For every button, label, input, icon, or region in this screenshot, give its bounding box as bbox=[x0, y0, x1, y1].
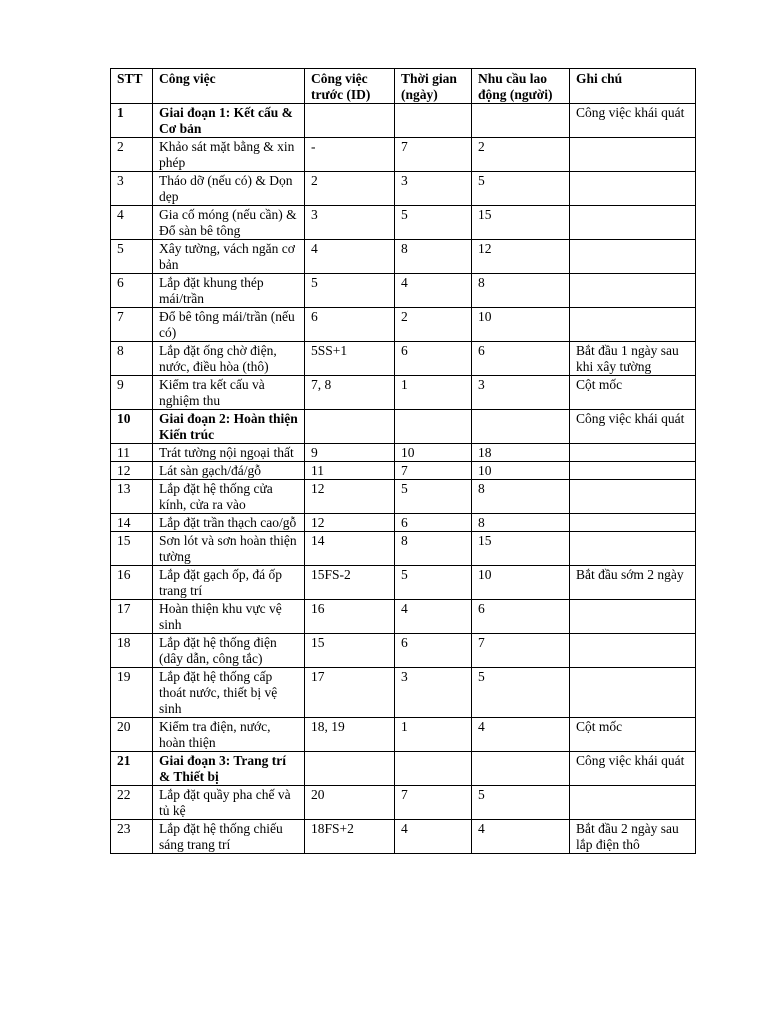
cell-task: Lắp đặt ống chờ điện, nước, điều hòa (thô) bbox=[153, 342, 305, 376]
cell-task: Giai đoạn 2: Hoàn thiện Kiến trúc bbox=[153, 410, 305, 444]
cell-prev bbox=[305, 752, 395, 786]
cell-task: Sơn lót và sơn hoàn thiện tường bbox=[153, 532, 305, 566]
cell-task: Lắp đặt hệ thống cấp thoát nước, thiết bị vệ sinh bbox=[153, 668, 305, 718]
cell-prev: 2 bbox=[305, 172, 395, 206]
cell-duration: 6 bbox=[395, 514, 472, 532]
cell-note: Bắt đầu 1 ngày sau khi xây tường bbox=[570, 342, 696, 376]
cell-duration: 5 bbox=[395, 480, 472, 514]
cell-duration bbox=[395, 410, 472, 444]
cell-labor: 8 bbox=[472, 514, 570, 532]
cell-note bbox=[570, 444, 696, 462]
cell-duration: 7 bbox=[395, 786, 472, 820]
cell-duration bbox=[395, 752, 472, 786]
table-row bbox=[111, 240, 696, 274]
table-row bbox=[111, 462, 696, 480]
table-row bbox=[111, 718, 696, 752]
cell-labor: 12 bbox=[472, 240, 570, 274]
cell-duration: 6 bbox=[395, 634, 472, 668]
cell-labor: 10 bbox=[472, 308, 570, 342]
cell-stt: 14 bbox=[111, 514, 153, 532]
cell-labor: 4 bbox=[472, 820, 570, 854]
cell-prev: 4 bbox=[305, 240, 395, 274]
cell-labor: 7 bbox=[472, 634, 570, 668]
cell-labor: 5 bbox=[472, 172, 570, 206]
cell-stt: 15 bbox=[111, 532, 153, 566]
cell-duration: 10 bbox=[395, 444, 472, 462]
cell-prev: 18, 19 bbox=[305, 718, 395, 752]
cell-stt: 20 bbox=[111, 718, 153, 752]
cell-duration: 3 bbox=[395, 172, 472, 206]
cell-task: Lắp đặt khung thép mái/trần bbox=[153, 274, 305, 308]
table-row-phase bbox=[111, 752, 696, 786]
cell-prev: 16 bbox=[305, 600, 395, 634]
cell-labor: 18 bbox=[472, 444, 570, 462]
cell-labor: 10 bbox=[472, 462, 570, 480]
table-row bbox=[111, 376, 696, 410]
cell-stt: 2 bbox=[111, 138, 153, 172]
cell-task: Gia cố móng (nếu cần) & Đổ sàn bê tông bbox=[153, 206, 305, 240]
cell-note bbox=[570, 668, 696, 718]
cell-task: Khảo sát mặt bằng & xin phép bbox=[153, 138, 305, 172]
cell-duration: 7 bbox=[395, 462, 472, 480]
cell-duration: 3 bbox=[395, 668, 472, 718]
cell-labor: 5 bbox=[472, 668, 570, 718]
cell-note bbox=[570, 634, 696, 668]
cell-task: Lắp đặt quầy pha chế và tủ kệ bbox=[153, 786, 305, 820]
table-row bbox=[111, 274, 696, 308]
cell-stt: 18 bbox=[111, 634, 153, 668]
cell-labor: 8 bbox=[472, 274, 570, 308]
cell-prev: 15 bbox=[305, 634, 395, 668]
cell-labor: 2 bbox=[472, 138, 570, 172]
cell-labor: 15 bbox=[472, 532, 570, 566]
cell-prev: 12 bbox=[305, 514, 395, 532]
cell-duration: 8 bbox=[395, 532, 472, 566]
cell-stt: 10 bbox=[111, 410, 153, 444]
cell-task: Lắp đặt hệ thống cửa kính, cửa ra vào bbox=[153, 480, 305, 514]
cell-task: Lắp đặt gạch ốp, đá ốp trang trí bbox=[153, 566, 305, 600]
cell-note bbox=[570, 462, 696, 480]
cell-note: Bắt đầu 2 ngày sau lắp điện thô bbox=[570, 820, 696, 854]
cell-labor: 4 bbox=[472, 718, 570, 752]
cell-labor: 6 bbox=[472, 342, 570, 376]
cell-prev: 12 bbox=[305, 480, 395, 514]
cell-stt: 4 bbox=[111, 206, 153, 240]
cell-stt: 8 bbox=[111, 342, 153, 376]
cell-task: Lắp đặt hệ thống điện (dây dẫn, công tắc) bbox=[153, 634, 305, 668]
cell-note bbox=[570, 138, 696, 172]
cell-labor: 10 bbox=[472, 566, 570, 600]
cell-duration: 8 bbox=[395, 240, 472, 274]
cell-note bbox=[570, 786, 696, 820]
table-body bbox=[111, 104, 696, 854]
cell-stt: 23 bbox=[111, 820, 153, 854]
cell-note bbox=[570, 600, 696, 634]
cell-labor: 5 bbox=[472, 786, 570, 820]
cell-stt: 17 bbox=[111, 600, 153, 634]
cell-stt: 1 bbox=[111, 104, 153, 138]
table-row bbox=[111, 444, 696, 462]
header-labor: Nhu cầu lao động (người) bbox=[472, 69, 570, 104]
cell-stt: 11 bbox=[111, 444, 153, 462]
cell-task: Lắp đặt trần thạch cao/gỗ bbox=[153, 514, 305, 532]
cell-prev: 14 bbox=[305, 532, 395, 566]
cell-stt: 7 bbox=[111, 308, 153, 342]
cell-labor: 6 bbox=[472, 600, 570, 634]
table-row bbox=[111, 600, 696, 634]
cell-task: Hoàn thiện khu vực vệ sinh bbox=[153, 600, 305, 634]
cell-duration: 5 bbox=[395, 206, 472, 240]
cell-task: Đổ bê tông mái/trần (nếu có) bbox=[153, 308, 305, 342]
cell-note bbox=[570, 240, 696, 274]
cell-prev: - bbox=[305, 138, 395, 172]
cell-stt: 12 bbox=[111, 462, 153, 480]
cell-labor bbox=[472, 752, 570, 786]
cell-prev: 9 bbox=[305, 444, 395, 462]
cell-note bbox=[570, 172, 696, 206]
table-row bbox=[111, 566, 696, 600]
table-row bbox=[111, 480, 696, 514]
cell-stt: 5 bbox=[111, 240, 153, 274]
cell-note: Công việc khái quát bbox=[570, 752, 696, 786]
cell-labor: 8 bbox=[472, 480, 570, 514]
cell-duration: 7 bbox=[395, 138, 472, 172]
cell-duration: 4 bbox=[395, 274, 472, 308]
cell-prev: 3 bbox=[305, 206, 395, 240]
table-row bbox=[111, 206, 696, 240]
cell-stt: 19 bbox=[111, 668, 153, 718]
cell-stt: 3 bbox=[111, 172, 153, 206]
table-row bbox=[111, 786, 696, 820]
cell-duration: 1 bbox=[395, 376, 472, 410]
table-row bbox=[111, 308, 696, 342]
cell-note bbox=[570, 480, 696, 514]
header-prev: Công việc trước (ID) bbox=[305, 69, 395, 104]
cell-duration: 4 bbox=[395, 820, 472, 854]
cell-duration: 5 bbox=[395, 566, 472, 600]
cell-prev: 5 bbox=[305, 274, 395, 308]
cell-stt: 6 bbox=[111, 274, 153, 308]
cell-stt: 22 bbox=[111, 786, 153, 820]
cell-task: Lắp đặt hệ thống chiếu sáng trang trí bbox=[153, 820, 305, 854]
cell-labor: 15 bbox=[472, 206, 570, 240]
cell-note bbox=[570, 206, 696, 240]
cell-prev: 5SS+1 bbox=[305, 342, 395, 376]
table-row bbox=[111, 532, 696, 566]
table-row bbox=[111, 138, 696, 172]
table-row bbox=[111, 172, 696, 206]
cell-duration: 2 bbox=[395, 308, 472, 342]
cell-note: Công việc khái quát bbox=[570, 104, 696, 138]
header-duration: Thời gian (ngày) bbox=[395, 69, 472, 104]
cell-stt: 16 bbox=[111, 566, 153, 600]
header-task: Công việc bbox=[153, 69, 305, 104]
table-row bbox=[111, 668, 696, 718]
cell-stt: 9 bbox=[111, 376, 153, 410]
cell-prev: 17 bbox=[305, 668, 395, 718]
cell-labor bbox=[472, 410, 570, 444]
cell-stt: 21 bbox=[111, 752, 153, 786]
cell-note: Bắt đầu sớm 2 ngày bbox=[570, 566, 696, 600]
cell-duration: 4 bbox=[395, 600, 472, 634]
cell-task: Tháo dỡ (nếu có) & Dọn dẹp bbox=[153, 172, 305, 206]
cell-note bbox=[570, 532, 696, 566]
cell-prev: 11 bbox=[305, 462, 395, 480]
table-row bbox=[111, 820, 696, 854]
cell-task: Xây tường, vách ngăn cơ bản bbox=[153, 240, 305, 274]
cell-duration bbox=[395, 104, 472, 138]
cell-note: Cột mốc bbox=[570, 376, 696, 410]
cell-stt: 13 bbox=[111, 480, 153, 514]
cell-duration: 6 bbox=[395, 342, 472, 376]
cell-task: Trát tường nội ngoại thất bbox=[153, 444, 305, 462]
cell-prev: 15FS-2 bbox=[305, 566, 395, 600]
table-row bbox=[111, 342, 696, 376]
cell-note bbox=[570, 514, 696, 532]
cell-prev bbox=[305, 104, 395, 138]
cell-prev: 18FS+2 bbox=[305, 820, 395, 854]
cell-task: Lát sàn gạch/đá/gỗ bbox=[153, 462, 305, 480]
cell-prev: 20 bbox=[305, 786, 395, 820]
header-note: Ghi chú bbox=[570, 69, 696, 104]
cell-note bbox=[570, 274, 696, 308]
cell-task: Kiểm tra kết cấu và nghiệm thu bbox=[153, 376, 305, 410]
table-row-phase bbox=[111, 104, 696, 138]
cell-task: Kiểm tra điện, nước, hoàn thiện bbox=[153, 718, 305, 752]
cell-duration: 1 bbox=[395, 718, 472, 752]
cell-prev: 7, 8 bbox=[305, 376, 395, 410]
cell-prev: 6 bbox=[305, 308, 395, 342]
header-stt: STT bbox=[111, 69, 153, 104]
cell-task: Giai đoạn 3: Trang trí & Thiết bị bbox=[153, 752, 305, 786]
cell-labor bbox=[472, 104, 570, 138]
table-row bbox=[111, 634, 696, 668]
table-row-phase bbox=[111, 410, 696, 444]
cell-note bbox=[570, 308, 696, 342]
cell-task: Giai đoạn 1: Kết cấu & Cơ bản bbox=[153, 104, 305, 138]
cell-note: Cột mốc bbox=[570, 718, 696, 752]
table-header-row bbox=[111, 69, 696, 104]
task-schedule-table bbox=[110, 68, 696, 854]
table-row bbox=[111, 514, 696, 532]
cell-prev bbox=[305, 410, 395, 444]
cell-note: Công việc khái quát bbox=[570, 410, 696, 444]
cell-labor: 3 bbox=[472, 376, 570, 410]
